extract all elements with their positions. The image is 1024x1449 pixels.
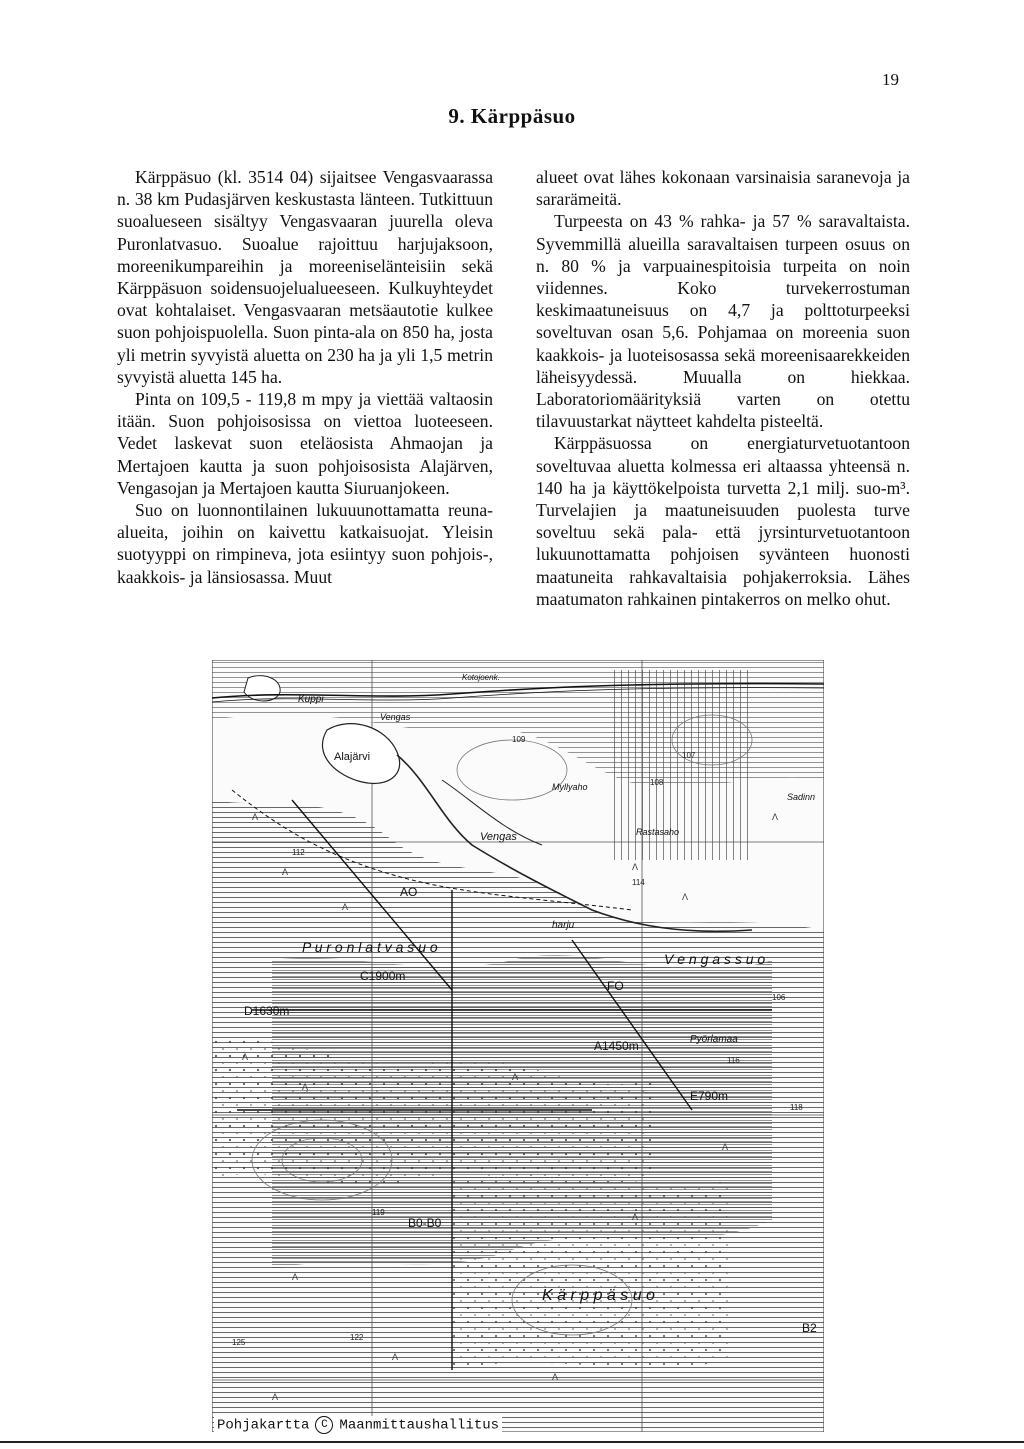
- map-label-vengassuo: V e n g a s s u o: [664, 951, 766, 967]
- elevation-label: 109: [512, 735, 526, 744]
- elevation-label: 107: [682, 751, 696, 760]
- map-label-kuppi: Kuppi: [298, 694, 324, 705]
- svg-text:Λ: Λ: [292, 1272, 299, 1282]
- svg-text:Λ: Λ: [632, 862, 639, 872]
- svg-text:Λ: Λ: [252, 812, 259, 822]
- right-text-column: [536, 166, 910, 610]
- svg-text:Λ: Λ: [682, 892, 689, 902]
- line-marker-c1900: C1900m: [360, 969, 406, 983]
- map-label-kotojoenko: Kotojoenk.: [462, 673, 500, 682]
- paragraph: Turpeesta on 43 % rahka- ja 57 % saravaltaista. Syvemmillä alueilla saravaltaisen turpeen osuus on n. 80 % ja varpuainespitoisia turpeita on noin viidennes. Koko turvekerrostuman keskimaatuneisuus on 4,7 ja polttoturpeeksi soveltuvan osan 5,6. Pohjamaa on moreenia suon kaakkois- ja luoteisosassa sekä moreenisaarekkeiden läheisyydessä. Muualla on hiekkaa. Laboratoriomäärityksiä varten on otettu tilavuustarkat näytteet kahdelta pisteeltä.: [536, 211, 910, 432]
- paragraph: Suo on luonnontilainen lukuuunottamatta reuna-alueita, joihin on kaivettu katkaisuojat. Yleisin suotyyppi on rimpineva, jota esiintyy suon pohjois-, kaakkois- ja länsiosassa. Muut: [117, 500, 493, 587]
- credit-suffix: Maanmittaushallitus: [339, 1417, 500, 1434]
- line-marker-d1630: D1630m: [244, 1004, 290, 1018]
- line-marker-e790: E790m: [690, 1089, 729, 1103]
- svg-text:Λ: Λ: [392, 1352, 399, 1362]
- section-heading: 9. Kärppäsuo: [448, 104, 576, 128]
- elevation-label: 122: [350, 1333, 364, 1342]
- line-marker-fo: FO: [607, 979, 624, 993]
- line-marker-b0: B0-B0: [408, 1216, 442, 1230]
- elevation-label: 116: [727, 1056, 740, 1065]
- map-graphic: [212, 660, 824, 1432]
- line-marker-a1450: A1450m: [594, 1039, 639, 1053]
- map-label-puronlatvasuo: P u r o n l a t v a s u o: [302, 939, 438, 955]
- svg-text:Λ: Λ: [302, 1082, 309, 1092]
- credit-prefix: Pohjakartta: [217, 1417, 310, 1434]
- map-label-rastasaho: Rastasaho: [636, 827, 680, 837]
- svg-text:Λ: Λ: [772, 812, 779, 822]
- map-label-alajarvi: Alajärvi: [334, 751, 371, 763]
- peatland-map: [212, 660, 824, 1432]
- map-credit: [214, 1416, 502, 1434]
- paragraph: Kärppäsuo (kl. 3514 04) sijaitsee Vengasvaarassa n. 38 km Pudasjärven keskustasta länteen. Tutkittuun suoalueseen sisältyy Vengasvaaran juurella oleva Puronlatvasuo. Suoalue rajoittuu harjujaksoon, moreenikumpareihin ja moreeniselänteisiin sekä Kärppäsuon soidensuojelualueeseen. Kulkuyhteydet ovat kohtalaiset. Vengasvaaran metsäautotie kulkee suon pohjoispuolella. Suon pinta-ala on 850 ha, josta yli metrin syvyistä aluetta on 230 ha ja yli 1,5 metrin syvyistä aluetta 145 ha.: [117, 167, 493, 387]
- svg-text:Λ: Λ: [242, 1052, 249, 1062]
- page-number: 19: [882, 70, 899, 89]
- elevation-label: 125: [232, 1338, 246, 1347]
- paragraph: Pinta on 109,5 - 119,8 m mpy ja viettää valtaosin itään. Suon pohjoisosissa on viettoa luoteeseen. Vedet laskevat suon eteläosista Ahmaojan ja Mertajoen kautta ja suon pohjoisosista Alajärven, Vengasojan ja Mertajoen kautta Siuruanjokeen.: [117, 389, 493, 498]
- svg-text:Λ: Λ: [512, 1072, 519, 1082]
- paragraph: alueet ovat lähes kokonaan varsinaisia saranevoja ja sararämeitä.: [536, 167, 910, 210]
- svg-text:Λ: Λ: [632, 1212, 639, 1222]
- elevation-label: 119: [372, 1208, 385, 1217]
- elevation-label: 118: [790, 1103, 803, 1112]
- line-marker-ao: AO: [400, 885, 418, 899]
- map-label-vengas: Vengas: [480, 831, 517, 843]
- map-label-karppasuo: K ä r p p ä s u o: [542, 1287, 655, 1304]
- left-text-column: [117, 166, 493, 588]
- copyright-icon: C: [315, 1416, 333, 1434]
- svg-text:Λ: Λ: [342, 902, 349, 912]
- line-marker-b2: B2: [802, 1321, 817, 1335]
- map-label-kangas: Vengas: [380, 712, 411, 722]
- bottom-rule: [0, 1441, 1024, 1443]
- elevation-label: 108: [650, 778, 664, 787]
- map-label-sadinn: Sadinn: [787, 792, 816, 802]
- svg-text:Λ: Λ: [552, 1372, 559, 1382]
- map-label-myllyaho: Myllyaho: [552, 782, 588, 792]
- paragraph: Kärppäsuossa on energiaturvetuotantoon soveltuvaa aluetta kolmessa eri altaassa yhteensä n. 140 ha ja käyttökelpoista turvetta 2,1 milj. suo-m³. Turvelajien ja maatuneisuuden puolesta turve soveltuu sekä pala- että jyrsinturvetuotantoon lukuunottamatta pohjoisen syvänteen huonosti maatuneita rahkavaltaisia pohjakerroksia. Lähes maatumaton rahkainen pintakerros on melko ohut.: [536, 433, 910, 609]
- svg-text:Λ: Λ: [282, 867, 289, 877]
- map-label-pyorlamaa: Pyörlamaa: [690, 1034, 738, 1045]
- svg-text:Λ: Λ: [272, 1392, 279, 1402]
- elevation-label: 106: [772, 993, 786, 1002]
- svg-text:Λ: Λ: [722, 1142, 729, 1152]
- map-label-harju: harju: [552, 920, 575, 931]
- elevation-label: 114: [632, 878, 645, 887]
- elevation-label: 112: [292, 848, 305, 857]
